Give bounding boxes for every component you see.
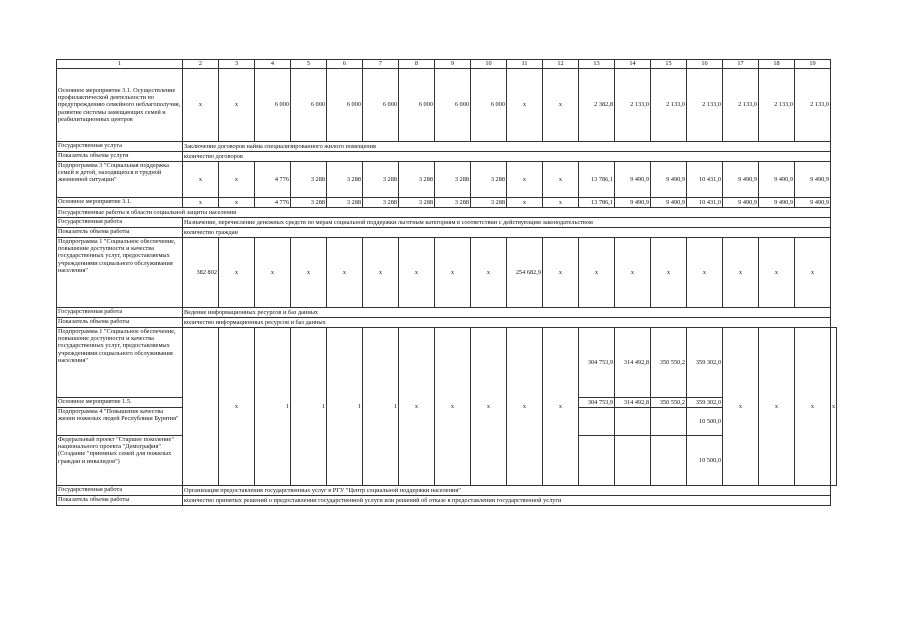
table-cell: х [435,238,471,308]
column-number: 2 [183,60,219,69]
column-number: 7 [363,60,399,69]
table-cell: 2 133,0 [723,69,759,142]
table-row [57,152,837,162]
column-number: 12 [543,60,579,69]
table-cell: 1 [363,328,399,486]
table-cell: х [795,238,831,308]
row-name: Подпрограмма 1 "Социальное обеспечение, повышение доступности и качества государственных услуг, предоставляемых учреждениями социального обслуживания населения" [57,238,183,308]
table-cell: х [615,238,651,308]
table-cell: х [255,238,291,308]
table-cell: 2 133,0 [795,69,831,142]
table-cell: 2 133,0 [615,69,651,142]
table-cell: 254 682,9 [507,238,543,308]
row-name: Подпрограмма 3 "Социальная поддержка семей и детей, находящихся в трудной жизненной ситуации" [57,162,183,198]
table-cell: 9 490,9 [795,198,831,208]
table-cell: 1 [327,328,363,486]
table-cell: 304 753,9 [579,328,615,398]
table-row [57,218,837,228]
table-cell: х [543,198,579,208]
table-cell: 13 786,1 [579,198,615,208]
row-description: Назначение, перечисление денежных средств по мерам социальной поддержки льготным категориям в соответствии с действующим законодательством [183,218,831,228]
table-cell: 304 753,9 [579,398,615,408]
table-cell [615,408,651,436]
table-cell: х [759,238,795,308]
table-cell: 10 431,0 [687,162,723,198]
financing-table [56,59,837,506]
table-cell: 4 776 [255,162,291,198]
column-number: 19 [795,60,831,69]
column-number: 3 [219,60,255,69]
row-name: Федеральный проект "Старшее поколение" национального проекта "Демография" (Создание "приемных семей для пожилых граждан и инвалидов") [57,436,183,486]
table-cell: х [651,238,687,308]
column-number: 16 [687,60,723,69]
table-cell: 6 000 [435,69,471,142]
table-cell: 9 490,9 [651,198,687,208]
table-cell: х [219,162,255,198]
table-cell: 2 133,0 [687,69,723,142]
table-cell: х [183,198,219,208]
table-cell: 2 133,0 [759,69,795,142]
column-number: 13 [579,60,615,69]
table-cell: х [831,328,837,486]
table-cell: х [543,238,579,308]
table-cell: 10 500,0 [687,408,723,436]
table-cell: х [543,69,579,142]
table-row [57,496,837,506]
table-cell: 3 288 [363,198,399,208]
table-cell: 3 288 [327,198,363,208]
column-number: 10 [471,60,507,69]
table-row [57,198,837,208]
table-cell: 13 786,1 [579,162,615,198]
table-cell: 9 490,9 [651,162,687,198]
column-number: 17 [723,60,759,69]
table-cell: 9 490,9 [723,198,759,208]
table-cell: х [507,69,543,142]
table-cell: 2 382,8 [579,69,615,142]
table-cell: х [399,238,435,308]
table-cell [651,436,687,486]
table-cell: х [183,69,219,142]
table-cell: 3 288 [471,162,507,198]
column-number: 15 [651,60,687,69]
table-cell: х [795,328,831,486]
table-cell: 3 288 [399,162,435,198]
table-cell: 3 288 [399,198,435,208]
row-name: Государственная услуга [57,142,183,152]
table-cell: 3 288 [327,162,363,198]
table-cell: 9 490,9 [723,162,759,198]
row-description: количество договоров [183,152,831,162]
table-cell: х [327,238,363,308]
row-name: Государственная работа [57,218,183,228]
column-number: 5 [291,60,327,69]
table-row [57,328,837,398]
table-cell: 314 492,8 [615,328,651,398]
table-cell: х [219,69,255,142]
column-number: 18 [759,60,795,69]
table-cell: х [471,238,507,308]
table-cell: 9 490,9 [615,198,651,208]
table-cell [579,408,615,436]
section-heading: Государственные работы в области социальной защиты населения [57,208,831,218]
row-description: количество граждан [183,228,831,238]
row-name: Государственная работа [57,486,183,496]
row-name: Подпрограмма 4 "Повышение качества жизни пожилых людей Республики Бурятия" [57,408,183,436]
table-cell: 6 000 [291,69,327,142]
table-cell: х [291,238,327,308]
table-cell: 9 490,9 [615,162,651,198]
column-number: 4 [255,60,291,69]
table-row [57,318,837,328]
table-cell: х [219,238,255,308]
table-cell: х [579,238,615,308]
table-cell: х [471,328,507,486]
table-cell: 3 288 [291,198,327,208]
table-row [57,238,837,308]
table-cell: 1 [255,328,291,486]
table-cell: 359 302,0 [687,328,723,398]
table-row [57,486,837,496]
column-number: 1 [57,60,183,69]
table-cell: 359 302,0 [687,398,723,408]
row-description: количество информационных ресурсов и баз данных [183,318,831,328]
table-cell: 1 [291,328,327,486]
table-cell: х [507,162,543,198]
table-cell: 3 288 [471,198,507,208]
table-cell: х [543,162,579,198]
table-cell [615,436,651,486]
table-cell: 6 000 [399,69,435,142]
table-cell: х [219,328,255,486]
row-name: Показатель объема услуги [57,152,183,162]
table-cell: 6 000 [255,69,291,142]
table-cell: х [435,328,471,486]
section-heading-row [57,208,837,218]
table-cell: х [507,198,543,208]
table-cell: 382 802 [183,238,219,308]
table-cell: х [507,328,543,486]
table-cell: 9 490,9 [759,162,795,198]
row-description: количество принятых решений о предоставлении государственной услуги или решений об отказе в предоставлении государственной услуги [183,496,831,506]
table-cell: х [543,328,579,486]
table-cell [579,436,615,486]
column-number: 14 [615,60,651,69]
table-cell [651,408,687,436]
table-row [57,142,837,152]
table-cell: 314 492,8 [615,398,651,408]
row-name: Подпрограмма 1 "Социальное обеспечение, повышение доступности и качества государственных услуг, предоставляемых учреждениями социального обслуживания населения" [57,328,183,398]
table-cell: х [363,238,399,308]
table-cell [183,328,219,486]
table-cell: х [399,328,435,486]
table-cell: 6 000 [471,69,507,142]
table-row [57,69,837,142]
row-name: Показатель объема работы [57,228,183,238]
table-cell: 350 550,2 [651,328,687,398]
table-cell: 2 133,0 [651,69,687,142]
table-cell: 3 288 [435,162,471,198]
table-row [57,162,837,198]
row-name: Основное мероприятие 3.1. [57,198,183,208]
table-row [57,308,837,318]
table-cell: 6 000 [363,69,399,142]
table-cell: 6 000 [327,69,363,142]
row-description: Организация предоставления государственных услуг в РГУ "Центр социальной поддержки населения" [183,486,831,496]
table-cell: х [219,198,255,208]
column-number: 9 [435,60,471,69]
row-name: Показатель объема работы [57,496,183,506]
table-cell: 9 490,9 [795,162,831,198]
table-cell: 3 288 [291,162,327,198]
column-number: 11 [507,60,543,69]
table-cell: 3 288 [435,198,471,208]
row-description: Ведение информационных ресурсов и баз данных [183,308,831,318]
table-cell: 10 431,0 [687,198,723,208]
table-cell: х [183,162,219,198]
table-cell: 9 490,9 [759,198,795,208]
table-cell: х [723,328,759,486]
row-description: Заключение договоров найма специализированного жилого помещения [183,142,831,152]
table-cell: 10 500,0 [687,436,723,486]
column-number-row [57,60,837,69]
table-row [57,228,837,238]
row-name: Показатель объема работы [57,318,183,328]
row-name: Основное мероприятие 3.1. Осуществление профилактической деятельности по предупреждению семейного неблагополучия, развитие системы замещающих семей и реабилитационных центров [57,69,183,142]
row-name: Государственная работа [57,308,183,318]
table-cell: х [723,238,759,308]
table-cell: х [687,238,723,308]
column-number: 8 [399,60,435,69]
table-cell: 3 288 [363,162,399,198]
table-cell: х [759,328,795,486]
table-cell: 4 776 [255,198,291,208]
column-number: 6 [327,60,363,69]
table-cell: 350 550,2 [651,398,687,408]
row-name: Основное мероприятие 1.5. [57,398,183,408]
